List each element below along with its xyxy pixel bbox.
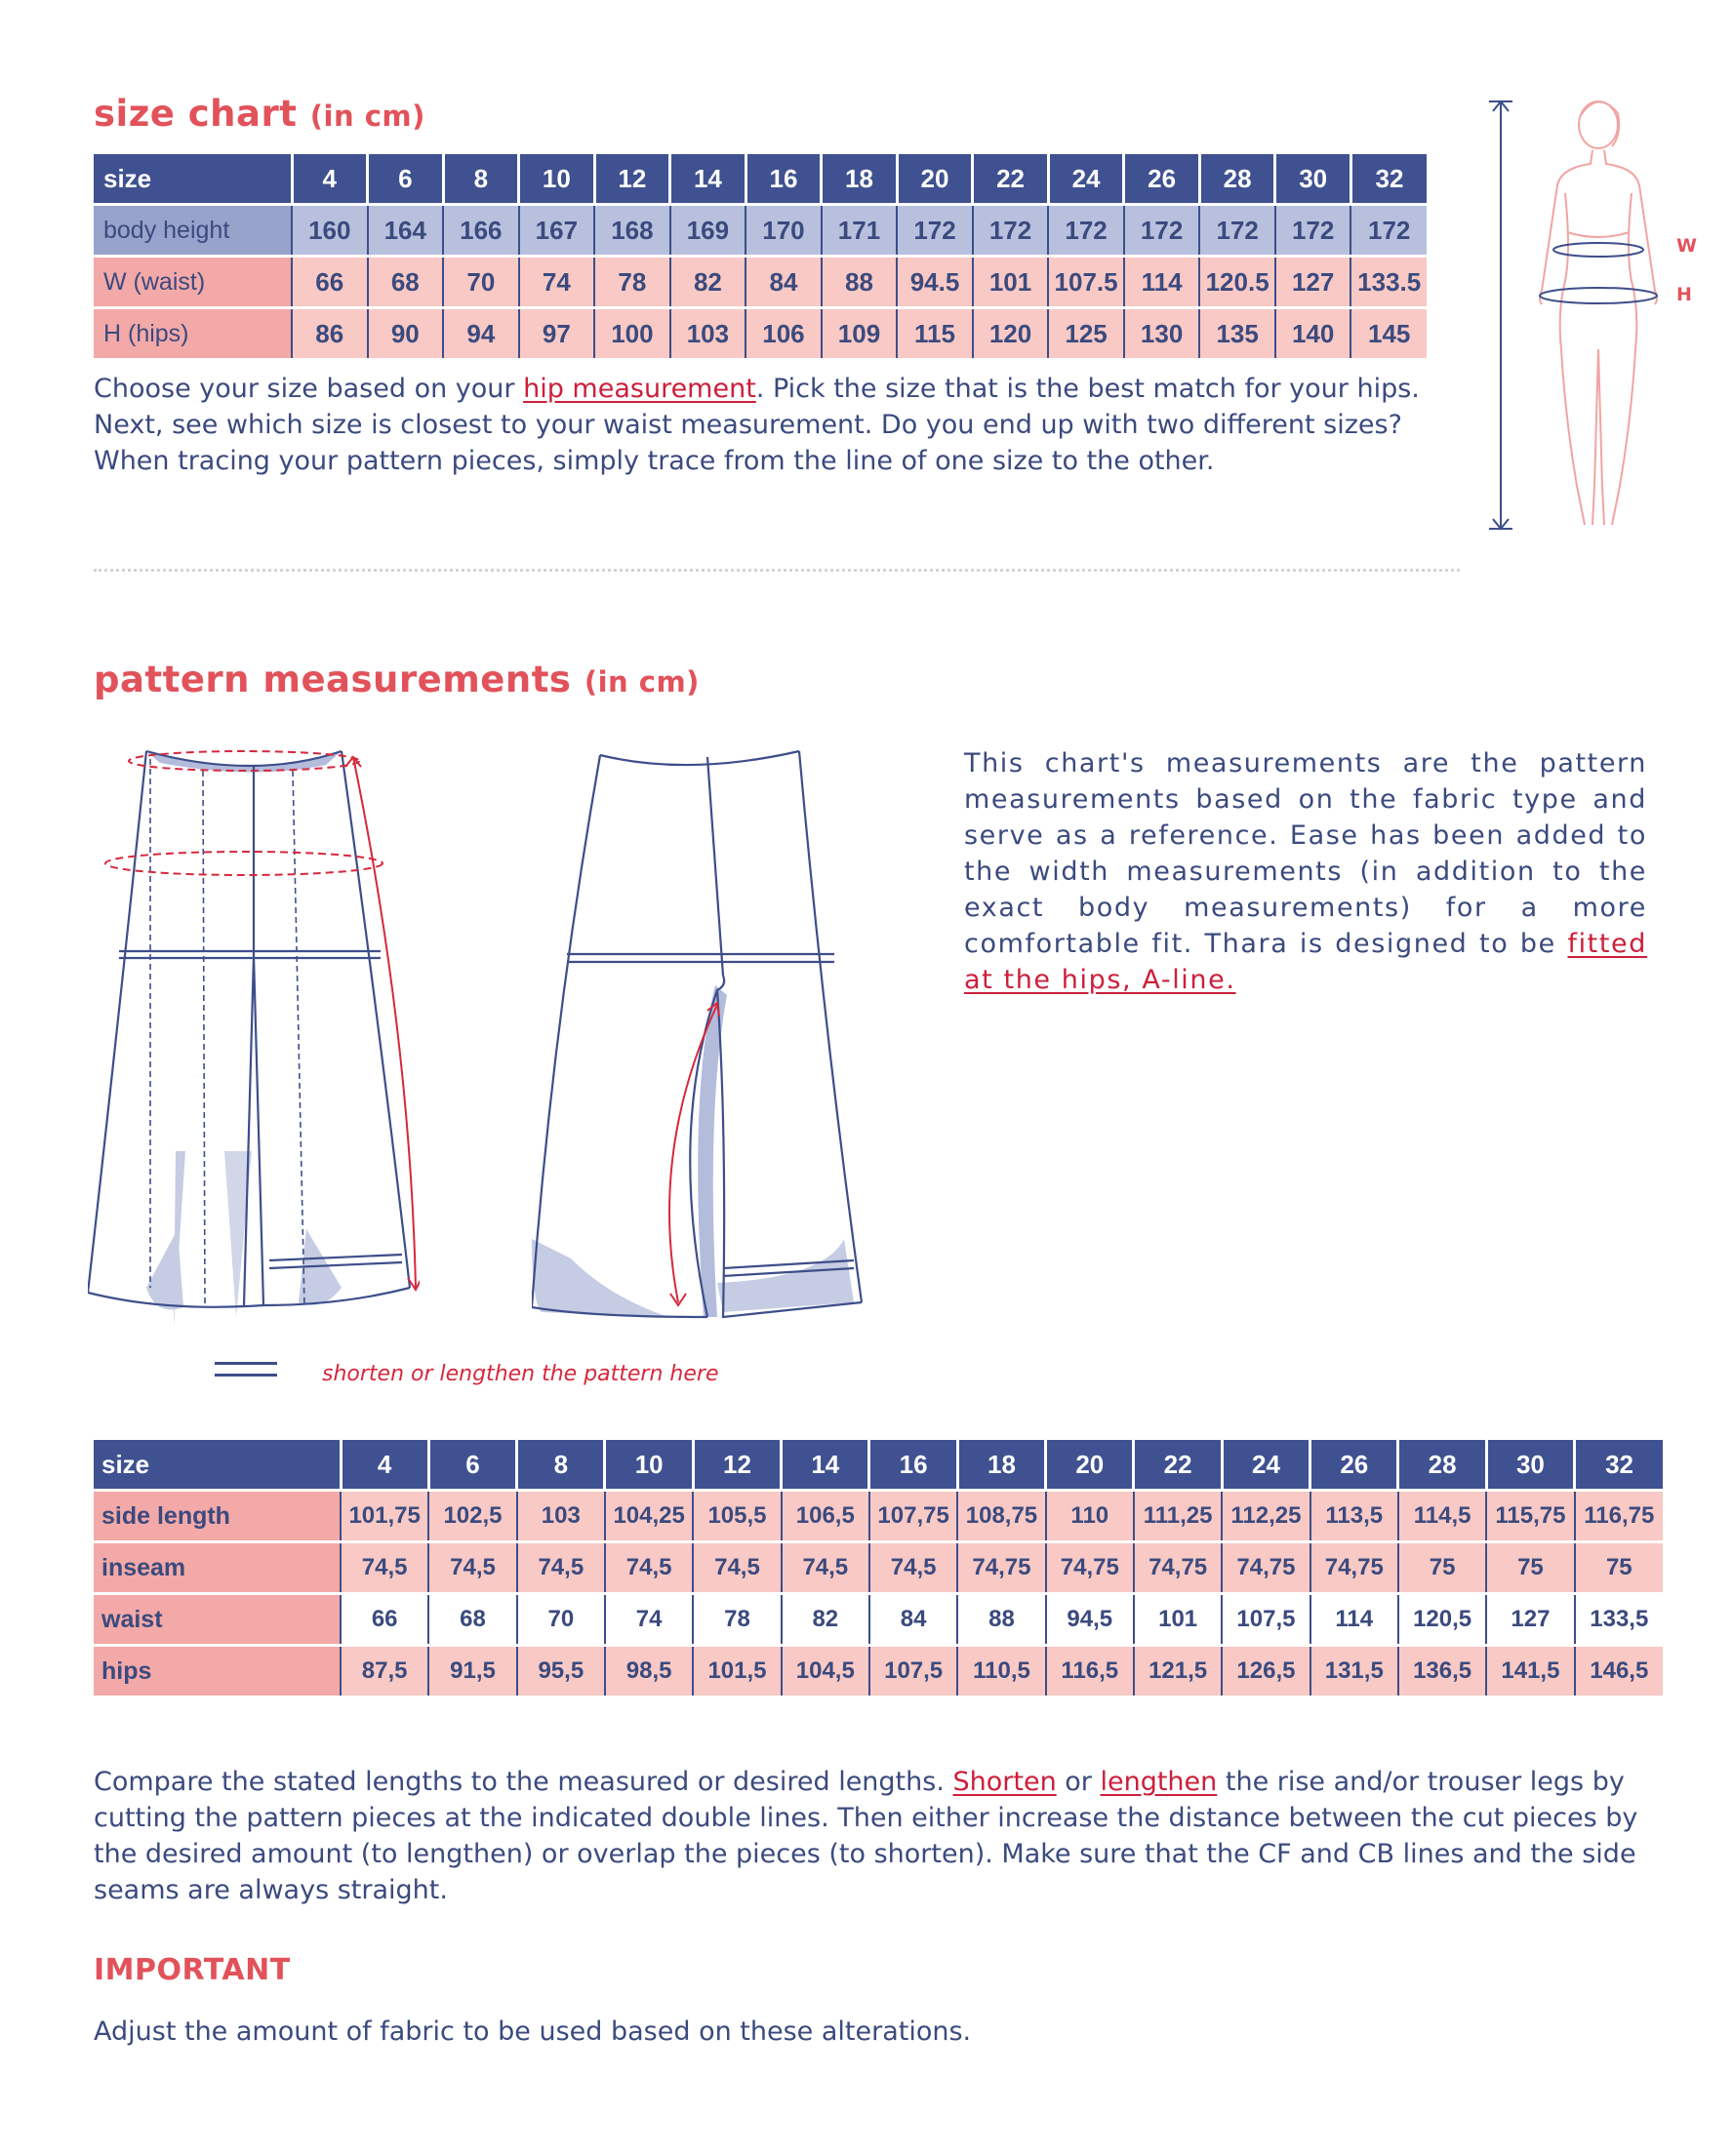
table-cell: 74,75 <box>1134 1542 1222 1594</box>
table-cell: 105,5 <box>693 1491 781 1542</box>
size-chart-row-body-height <box>94 205 1427 257</box>
size-header-cell: 32 <box>1575 1440 1663 1491</box>
pattern-measurements-table <box>94 1440 1663 1696</box>
size-header-cell: 10 <box>605 1440 693 1491</box>
size-header-cell: 4 <box>292 154 368 205</box>
table-cell: 70 <box>443 257 519 308</box>
table-cell: 109 <box>822 308 898 359</box>
size-header-cell: 16 <box>869 1440 957 1491</box>
table-cell: 112,25 <box>1222 1491 1310 1542</box>
table-cell: 120.5 <box>1199 257 1275 308</box>
table-cell: 94 <box>443 308 519 359</box>
table-cell: 172 <box>1350 205 1427 257</box>
table-cell: 164 <box>368 205 444 257</box>
table-cell: 120,5 <box>1398 1594 1486 1646</box>
table-cell: 101 <box>973 257 1049 308</box>
size-header-cell: 30 <box>1486 1440 1574 1491</box>
size-header-cell: 18 <box>957 1440 1045 1491</box>
table-cell: 101,5 <box>693 1646 781 1697</box>
table-cell: 127 <box>1275 257 1351 308</box>
table-cell: 88 <box>822 257 898 308</box>
lengthen-link[interactable]: lengthen <box>1100 1767 1218 1797</box>
size-header-cell: 28 <box>1398 1440 1486 1491</box>
size-chart-header-row <box>94 154 1427 205</box>
table-cell: 68 <box>368 257 444 308</box>
table-cell: 172 <box>897 205 973 257</box>
table-cell: 91,5 <box>428 1646 516 1697</box>
table-cell: 74,5 <box>517 1542 605 1594</box>
table-cell: 166 <box>443 205 519 257</box>
size-header-cell: 22 <box>973 154 1049 205</box>
table-cell: 121,5 <box>1134 1646 1222 1697</box>
pattern-chart-row-inseam <box>94 1542 1663 1594</box>
table-cell: 140 <box>1275 308 1351 359</box>
table-cell: 66 <box>292 257 368 308</box>
table-cell: 172 <box>1048 205 1124 257</box>
table-cell: 120 <box>973 308 1049 359</box>
table-cell: 86 <box>292 308 368 359</box>
table-cell: 88 <box>957 1594 1045 1646</box>
size-header-cell: 4 <box>341 1440 428 1491</box>
table-cell: 110 <box>1046 1491 1134 1542</box>
size-header-cell: 32 <box>1350 154 1427 205</box>
table-cell: 115 <box>897 308 973 359</box>
table-cell: 70 <box>517 1594 605 1646</box>
table-cell: 74,5 <box>693 1542 781 1594</box>
pattern-chart-row-waist <box>94 1594 1663 1646</box>
table-cell: 171 <box>822 205 898 257</box>
table-cell: 170 <box>746 205 822 257</box>
table-cell: 116,75 <box>1575 1491 1663 1542</box>
table-cell: 106 <box>746 308 822 359</box>
table-cell: 136,5 <box>1398 1646 1486 1697</box>
size-chart-title: size chart (in cm) <box>94 93 425 135</box>
table-cell: 126,5 <box>1222 1646 1310 1697</box>
size-header-cell: 6 <box>368 154 444 205</box>
table-cell: 75 <box>1575 1542 1663 1594</box>
size-header-cell: 18 <box>822 154 898 205</box>
table-cell: 102,5 <box>428 1491 516 1542</box>
table-cell: 103 <box>670 308 746 359</box>
table-cell: 135 <box>1199 308 1275 359</box>
table-cell: 75 <box>1398 1542 1486 1594</box>
body-figure-illustration <box>1483 96 1717 544</box>
table-cell: 104,25 <box>605 1491 693 1542</box>
size-header-cell: 12 <box>693 1440 781 1491</box>
pattern-notes: This chart's measurements are the pattern measurements based on the fabric type and serve as a reference. Ease has been added to the width measurements (in addition to the exact body measurements) for a more comfortable fit. Thara is designed to be fitted at the hips, A-line. <box>964 748 1647 995</box>
row-label: waist <box>94 1594 341 1646</box>
table-cell: 84 <box>869 1594 957 1646</box>
table-cell: 110,5 <box>957 1646 1045 1697</box>
table-cell: 145 <box>1350 308 1427 359</box>
table-cell: 95,5 <box>517 1646 605 1697</box>
table-cell: 167 <box>519 205 595 257</box>
size-chart-row-hips <box>94 308 1427 359</box>
table-cell: 113,5 <box>1310 1491 1398 1542</box>
size-header-cell: 8 <box>443 154 519 205</box>
pattern-measurements-unit: (in cm) <box>584 665 700 699</box>
table-cell: 68 <box>428 1594 516 1646</box>
table-cell: 131,5 <box>1310 1646 1398 1697</box>
size-header-cell: 24 <box>1222 1440 1310 1491</box>
table-cell: 74,5 <box>782 1542 869 1594</box>
table-cell: 101 <box>1134 1594 1222 1646</box>
table-cell: 82 <box>782 1594 869 1646</box>
table-cell: 94,5 <box>1046 1594 1134 1646</box>
table-cell: 74,75 <box>1046 1542 1134 1594</box>
table-cell: 66 <box>341 1594 428 1646</box>
table-cell: 82 <box>670 257 746 308</box>
table-cell: 74,5 <box>869 1542 957 1594</box>
table-cell: 172 <box>973 205 1049 257</box>
table-cell: 97 <box>519 308 595 359</box>
size-header-cell: 6 <box>428 1440 516 1491</box>
important-heading: IMPORTANT <box>94 1953 291 1987</box>
table-cell: 74,5 <box>428 1542 516 1594</box>
size-chart-table <box>94 154 1427 358</box>
table-cell: 133.5 <box>1350 257 1427 308</box>
table-cell: 172 <box>1199 205 1275 257</box>
table-cell: 101,75 <box>341 1491 428 1542</box>
table-cell: 104,5 <box>782 1646 869 1697</box>
front-trouser-illustration <box>88 741 420 1327</box>
table-cell: 75 <box>1486 1542 1574 1594</box>
table-cell: 127 <box>1486 1594 1574 1646</box>
size-header-cell: 20 <box>897 154 973 205</box>
size-chart-row-waist <box>94 257 1427 308</box>
pattern-chart-header-row <box>94 1440 1663 1491</box>
table-cell: 114 <box>1310 1594 1398 1646</box>
row-label: body height <box>94 205 292 257</box>
table-cell: 168 <box>594 205 670 257</box>
table-cell: 94.5 <box>897 257 973 308</box>
table-cell: 107,5 <box>1222 1594 1310 1646</box>
table-cell: 84 <box>746 257 822 308</box>
table-cell: 172 <box>1275 205 1351 257</box>
table-cell: 98,5 <box>605 1646 693 1697</box>
table-cell: 125 <box>1048 308 1124 359</box>
table-cell: 87,5 <box>341 1646 428 1697</box>
table-cell: 106,5 <box>782 1491 869 1542</box>
double-line-marker <box>215 1362 277 1365</box>
pattern-chart-row-hips <box>94 1646 1663 1697</box>
table-cell: 141,5 <box>1486 1646 1574 1697</box>
table-cell: 107,75 <box>869 1491 957 1542</box>
size-header-cell: 22 <box>1134 1440 1222 1491</box>
size-header-cell: 26 <box>1124 154 1200 205</box>
table-cell: 74,5 <box>605 1542 693 1594</box>
table-cell: 78 <box>693 1594 781 1646</box>
table-cell: 172 <box>1124 205 1200 257</box>
size-header-cell: 16 <box>746 154 822 205</box>
row-label: hips <box>94 1646 341 1697</box>
size-header-label: size <box>94 154 292 205</box>
pattern-measurements-title: pattern measurements (in cm) <box>94 659 700 700</box>
table-cell: 160 <box>292 205 368 257</box>
table-cell: 74,75 <box>957 1542 1045 1594</box>
table-cell: 74,75 <box>1310 1542 1398 1594</box>
size-chart-unit: (in cm) <box>309 100 425 133</box>
waist-marker-label: W <box>1676 235 1697 257</box>
table-cell: 74 <box>519 257 595 308</box>
size-header-cell: 24 <box>1048 154 1124 205</box>
section-divider <box>94 569 1460 572</box>
table-cell: 100 <box>594 308 670 359</box>
hips-marker-label: H <box>1676 284 1692 305</box>
size-header-label: size <box>94 1440 341 1491</box>
table-cell: 78 <box>594 257 670 308</box>
pattern-chart-row-side-length <box>94 1491 1663 1542</box>
table-cell: 114 <box>1124 257 1200 308</box>
hip-measurement-link[interactable]: hip measurement <box>523 374 756 404</box>
row-label: side length <box>94 1491 341 1542</box>
size-header-cell: 20 <box>1046 1440 1134 1491</box>
row-label: inseam <box>94 1542 341 1594</box>
fitted-at-hips-link[interactable]: fitted at the hips, A-line. <box>964 929 1647 995</box>
table-cell: 74,75 <box>1222 1542 1310 1594</box>
shorten-lengthen-legend: shorten or lengthen the pattern here <box>322 1362 719 1386</box>
table-cell: 146,5 <box>1575 1646 1663 1697</box>
row-label: W (waist) <box>94 257 292 308</box>
size-header-cell: 14 <box>670 154 746 205</box>
size-instructions: Choose your size based on your hip measurement. Pick the size that is the best match for your hips. Next, see which size is closest to your waist measurement. Do you end up with two different sizes? When tracing your pattern pieces, simply trace from the line of one size to the other. <box>94 374 1420 476</box>
size-header-cell: 12 <box>594 154 670 205</box>
row-label: H (hips) <box>94 308 292 359</box>
table-cell: 107.5 <box>1048 257 1124 308</box>
table-cell: 103 <box>517 1491 605 1542</box>
size-header-cell: 10 <box>519 154 595 205</box>
table-cell: 107,5 <box>869 1646 957 1697</box>
table-cell: 114,5 <box>1398 1491 1486 1542</box>
table-cell: 169 <box>670 205 746 257</box>
size-header-cell: 8 <box>517 1440 605 1491</box>
size-header-cell: 30 <box>1275 154 1351 205</box>
table-cell: 116,5 <box>1046 1646 1134 1697</box>
table-cell: 133,5 <box>1575 1594 1663 1646</box>
size-header-cell: 28 <box>1199 154 1275 205</box>
table-cell: 108,75 <box>957 1491 1045 1542</box>
table-cell: 74,5 <box>341 1542 428 1594</box>
table-cell: 111,25 <box>1134 1491 1222 1542</box>
table-cell: 74 <box>605 1594 693 1646</box>
table-cell: 115,75 <box>1486 1491 1574 1542</box>
table-cell: 90 <box>368 308 444 359</box>
shorten-link[interactable]: Shorten <box>952 1767 1057 1797</box>
table-cell: 130 <box>1124 308 1200 359</box>
back-trouser-illustration <box>532 741 883 1327</box>
important-text: Adjust the amount of fabric to be used based on these alterations. <box>94 2016 972 2047</box>
size-header-cell: 14 <box>782 1440 869 1491</box>
size-header-cell: 26 <box>1310 1440 1398 1491</box>
double-line-marker-lower <box>215 1374 277 1377</box>
alteration-instructions: Compare the stated lengths to the measured or desired lengths. Shorten or lengthen the rise and/or trouser legs by cutting the pattern pieces at the indicated double lines. Then either increase the distance between the cut pieces by the desired amount (to lengthen) or overlap the pieces (to shorten). Make sure that the CF and CB lines and the side seams are always straight. <box>94 1767 1638 1905</box>
